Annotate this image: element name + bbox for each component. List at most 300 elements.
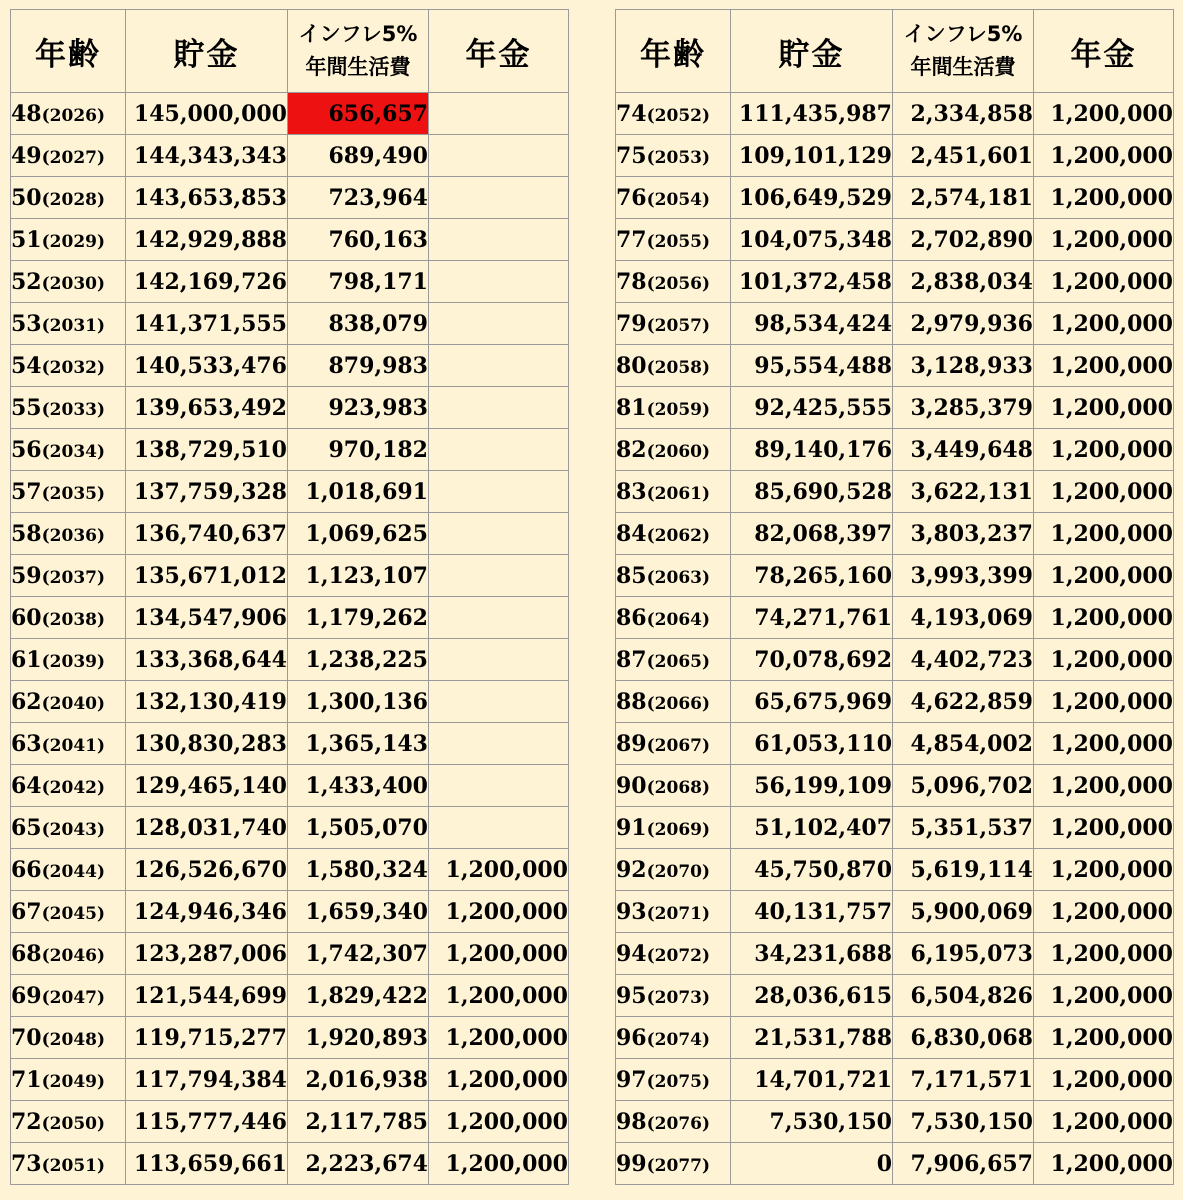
header-savings: 貯金 [126, 10, 288, 93]
table-row [11, 429, 569, 471]
savings-cell: 45,750,870 [731, 849, 893, 891]
table-row [616, 1017, 1174, 1059]
savings-cell: 95,554,488 [731, 345, 893, 387]
age-cell [11, 807, 126, 849]
table-row [616, 1101, 1174, 1143]
expense-cell: 4,402,723 [893, 639, 1034, 681]
age-cell [616, 513, 731, 555]
table-row [616, 555, 1174, 597]
savings-cell: 141,371,555 [126, 303, 288, 345]
savings-cell: 133,368,644 [126, 639, 288, 681]
savings-cell: 61,053,110 [731, 723, 893, 765]
age-cell [11, 723, 126, 765]
table-row [11, 1143, 569, 1185]
savings-cell: 142,169,726 [126, 261, 288, 303]
savings-cell: 14,701,721 [731, 1059, 893, 1101]
table-row [616, 639, 1174, 681]
table-row [11, 639, 569, 681]
pension-cell [429, 345, 569, 387]
age-value: 72 [11, 1108, 42, 1135]
pension-cell [429, 555, 569, 597]
expense-cell: 7,171,571 [893, 1059, 1034, 1101]
age-cell [11, 891, 126, 933]
age-value: 92 [616, 856, 647, 883]
table-row [616, 1143, 1174, 1185]
table-row [11, 387, 569, 429]
table-row [11, 807, 569, 849]
age-value: 73 [11, 1150, 42, 1177]
table-row [11, 681, 569, 723]
year-value: (2059) [646, 399, 711, 420]
savings-cell: 130,830,283 [126, 723, 288, 765]
table-row [616, 891, 1174, 933]
expense-cell: 7,906,657 [893, 1143, 1034, 1185]
savings-cell: 7,530,150 [731, 1101, 893, 1143]
pension-cell: 1,200,000 [429, 1143, 569, 1185]
table-row [11, 975, 569, 1017]
expense-cell: 1,365,143 [288, 723, 429, 765]
year-value: (2066) [646, 693, 711, 714]
expense-cell: 1,829,422 [288, 975, 429, 1017]
expense-cell: 6,830,068 [893, 1017, 1034, 1059]
expense-cell: 4,854,002 [893, 723, 1034, 765]
savings-cell: 40,131,757 [731, 891, 893, 933]
expense-cell: 1,123,107 [288, 555, 429, 597]
table-row [11, 513, 569, 555]
expense-cell: 3,622,131 [893, 471, 1034, 513]
expense-cell: 2,838,034 [893, 261, 1034, 303]
expense-cell: 3,285,379 [893, 387, 1034, 429]
table-row [616, 765, 1174, 807]
header-pension: 年金 [429, 10, 569, 93]
year-value: (2050) [41, 1113, 106, 1134]
pension-cell [429, 471, 569, 513]
pension-cell: 1,200,000 [1034, 177, 1174, 219]
age-cell [11, 597, 126, 639]
age-value: 65 [11, 814, 42, 841]
age-cell [11, 93, 126, 135]
savings-cell: 111,435,987 [731, 93, 893, 135]
year-value: (2055) [646, 231, 711, 252]
year-value: (2070) [646, 861, 711, 882]
age-cell [11, 975, 126, 1017]
year-value: (2068) [646, 777, 711, 798]
pension-cell: 1,200,000 [1034, 765, 1174, 807]
savings-cell: 123,287,006 [126, 933, 288, 975]
expense-cell: 2,451,601 [893, 135, 1034, 177]
age-cell [11, 387, 126, 429]
age-value: 94 [616, 940, 647, 967]
age-cell [616, 681, 731, 723]
expense-cell: 1,659,340 [288, 891, 429, 933]
header-row [11, 10, 569, 93]
savings-cell: 21,531,788 [731, 1017, 893, 1059]
table-row [11, 1101, 569, 1143]
savings-cell: 98,534,424 [731, 303, 893, 345]
expense-cell: 3,803,237 [893, 513, 1034, 555]
expense-cell: 1,238,225 [288, 639, 429, 681]
year-value: (2077) [646, 1155, 711, 1176]
table-row [11, 471, 569, 513]
year-value: (2044) [41, 861, 106, 882]
year-value: (2061) [646, 483, 711, 504]
age-value: 83 [616, 478, 647, 505]
savings-cell: 144,343,343 [126, 135, 288, 177]
savings-cell: 139,653,492 [126, 387, 288, 429]
table-row [11, 93, 569, 135]
pension-cell [429, 177, 569, 219]
expense-cell: 6,195,073 [893, 933, 1034, 975]
pension-cell: 1,200,000 [1034, 723, 1174, 765]
year-value: (2037) [41, 567, 106, 588]
pension-cell [429, 765, 569, 807]
age-value: 58 [11, 520, 42, 547]
age-cell [11, 471, 126, 513]
age-value: 74 [616, 100, 647, 127]
age-cell [11, 429, 126, 471]
table-row [11, 1059, 569, 1101]
age-value: 90 [616, 772, 647, 799]
pension-cell: 1,200,000 [1034, 513, 1174, 555]
pension-cell: 1,200,000 [1034, 261, 1174, 303]
age-value: 69 [11, 982, 42, 1009]
age-value: 49 [11, 142, 42, 169]
pension-cell: 1,200,000 [429, 891, 569, 933]
pension-cell: 1,200,000 [1034, 387, 1174, 429]
savings-cell: 82,068,397 [731, 513, 893, 555]
header-expense: インフレ5% 年間生活費 [893, 10, 1034, 93]
year-value: (2042) [41, 777, 106, 798]
age-value: 93 [616, 898, 647, 925]
year-value: (2049) [41, 1071, 106, 1092]
year-value: (2060) [646, 441, 711, 462]
year-value: (2040) [41, 693, 106, 714]
year-value: (2027) [41, 147, 106, 168]
year-value: (2076) [646, 1113, 711, 1134]
expense-cell: 1,300,136 [288, 681, 429, 723]
savings-cell: 117,794,384 [126, 1059, 288, 1101]
table-row [616, 513, 1174, 555]
table-row [616, 933, 1174, 975]
pension-cell [429, 303, 569, 345]
age-value: 50 [11, 184, 42, 211]
savings-cell: 115,777,446 [126, 1101, 288, 1143]
age-value: 71 [11, 1066, 42, 1093]
year-value: (2034) [41, 441, 106, 462]
age-cell [616, 639, 731, 681]
age-value: 55 [11, 394, 42, 421]
savings-cell: 113,659,661 [126, 1143, 288, 1185]
pension-cell: 1,200,000 [1034, 555, 1174, 597]
table-row [616, 387, 1174, 429]
expense-cell: 3,449,648 [893, 429, 1034, 471]
table-row [616, 135, 1174, 177]
age-cell [11, 1101, 126, 1143]
savings-cell: 138,729,510 [126, 429, 288, 471]
expense-cell: 3,993,399 [893, 555, 1034, 597]
table-row [11, 723, 569, 765]
table-row [616, 807, 1174, 849]
age-value: 84 [616, 520, 647, 547]
age-value: 82 [616, 436, 647, 463]
pension-cell: 1,200,000 [1034, 597, 1174, 639]
age-cell [616, 555, 731, 597]
pension-cell: 1,200,000 [1034, 1143, 1174, 1185]
pension-cell [429, 513, 569, 555]
age-cell [616, 765, 731, 807]
age-cell [616, 219, 731, 261]
header-expense: インフレ5% 年間生活費 [288, 10, 429, 93]
table-row [616, 345, 1174, 387]
year-value: (2057) [646, 315, 711, 336]
expense-cell: 5,619,114 [893, 849, 1034, 891]
year-value: (2056) [646, 273, 711, 294]
age-value: 98 [616, 1108, 647, 1135]
savings-cell: 70,078,692 [731, 639, 893, 681]
age-cell [616, 723, 731, 765]
savings-cell: 106,649,529 [731, 177, 893, 219]
table-row [616, 261, 1174, 303]
age-cell [616, 93, 731, 135]
expense-cell: 723,964 [288, 177, 429, 219]
age-value: 97 [616, 1066, 647, 1093]
age-cell [616, 177, 731, 219]
age-cell [11, 1017, 126, 1059]
savings-cell: 78,265,160 [731, 555, 893, 597]
expense-cell: 1,433,400 [288, 765, 429, 807]
table-row [11, 303, 569, 345]
year-value: (2072) [646, 945, 711, 966]
year-value: (2033) [41, 399, 106, 420]
table-row [11, 1017, 569, 1059]
expense-cell: 4,193,069 [893, 597, 1034, 639]
pension-cell [429, 93, 569, 135]
age-cell [616, 1101, 731, 1143]
age-value: 56 [11, 436, 42, 463]
pension-cell: 1,200,000 [1034, 219, 1174, 261]
year-value: (2062) [646, 525, 711, 546]
age-cell [616, 135, 731, 177]
savings-cell: 145,000,000 [126, 93, 288, 135]
savings-cell: 121,544,699 [126, 975, 288, 1017]
age-value: 70 [11, 1024, 42, 1051]
savings-cell: 134,547,906 [126, 597, 288, 639]
age-value: 67 [11, 898, 42, 925]
table-row [11, 345, 569, 387]
table-row [616, 1059, 1174, 1101]
age-cell [616, 429, 731, 471]
age-cell [11, 639, 126, 681]
expense-cell: 2,979,936 [893, 303, 1034, 345]
pension-cell: 1,200,000 [1034, 1017, 1174, 1059]
pension-cell: 1,200,000 [429, 849, 569, 891]
expense-cell: 1,920,893 [288, 1017, 429, 1059]
year-value: (2067) [646, 735, 711, 756]
expense-cell: 1,742,307 [288, 933, 429, 975]
year-value: (2052) [646, 105, 711, 126]
table-row [11, 177, 569, 219]
age-cell [616, 345, 731, 387]
age-value: 80 [616, 352, 647, 379]
pension-cell: 1,200,000 [1034, 681, 1174, 723]
age-cell [11, 555, 126, 597]
year-value: (2054) [646, 189, 711, 210]
table-row [11, 555, 569, 597]
savings-cell: 129,465,140 [126, 765, 288, 807]
pension-cell: 1,200,000 [1034, 429, 1174, 471]
age-value: 54 [11, 352, 42, 379]
left-table [10, 9, 569, 1185]
age-value: 48 [11, 100, 42, 127]
age-cell [11, 1143, 126, 1185]
year-value: (2064) [646, 609, 711, 630]
pension-cell [429, 219, 569, 261]
savings-cell: 89,140,176 [731, 429, 893, 471]
expense-cell: 2,117,785 [288, 1101, 429, 1143]
age-value: 77 [616, 226, 647, 253]
savings-cell: 119,715,277 [126, 1017, 288, 1059]
age-cell [11, 849, 126, 891]
year-value: (2051) [41, 1155, 106, 1176]
header-age: 年齢 [11, 10, 126, 93]
pension-cell: 1,200,000 [429, 1101, 569, 1143]
age-cell [11, 765, 126, 807]
table-row [616, 849, 1174, 891]
savings-cell: 124,946,346 [126, 891, 288, 933]
year-value: (2058) [646, 357, 711, 378]
age-value: 63 [11, 730, 42, 757]
age-value: 60 [11, 604, 42, 631]
expense-cell: 879,983 [288, 345, 429, 387]
age-cell [11, 219, 126, 261]
expense-cell: 923,983 [288, 387, 429, 429]
pension-cell [429, 261, 569, 303]
pension-cell: 1,200,000 [1034, 1059, 1174, 1101]
pension-cell [429, 387, 569, 429]
age-cell [616, 933, 731, 975]
header-pension: 年金 [1034, 10, 1174, 93]
table-row [616, 429, 1174, 471]
savings-cell: 51,102,407 [731, 807, 893, 849]
table-row [616, 219, 1174, 261]
table-row [11, 765, 569, 807]
year-value: (2038) [41, 609, 106, 630]
age-cell [616, 975, 731, 1017]
age-cell [11, 177, 126, 219]
expense-cell: 6,504,826 [893, 975, 1034, 1017]
age-value: 85 [616, 562, 647, 589]
pension-cell: 1,200,000 [1034, 1101, 1174, 1143]
left-table-body [11, 93, 569, 1185]
year-value: (2048) [41, 1029, 106, 1050]
savings-cell: 101,372,458 [731, 261, 893, 303]
year-value: (2032) [41, 357, 106, 378]
expense-cell: 760,163 [288, 219, 429, 261]
expense-cell: 798,171 [288, 261, 429, 303]
expense-cell: 1,069,625 [288, 513, 429, 555]
year-value: (2031) [41, 315, 106, 336]
age-value: 62 [11, 688, 42, 715]
pension-cell [429, 639, 569, 681]
age-value: 52 [11, 268, 42, 295]
year-value: (2039) [41, 651, 106, 672]
age-value: 57 [11, 478, 42, 505]
year-value: (2036) [41, 525, 106, 546]
table-row [616, 93, 1174, 135]
age-value: 79 [616, 310, 647, 337]
age-cell [11, 261, 126, 303]
expense-cell-highlighted: 656,657 [288, 93, 429, 135]
year-value: (2063) [646, 567, 711, 588]
age-cell [11, 681, 126, 723]
pension-cell: 1,200,000 [429, 1017, 569, 1059]
age-cell [616, 303, 731, 345]
table-row [11, 891, 569, 933]
expense-cell: 2,334,858 [893, 93, 1034, 135]
table-row [616, 303, 1174, 345]
savings-cell: 137,759,328 [126, 471, 288, 513]
year-value: (2030) [41, 273, 106, 294]
age-cell [616, 261, 731, 303]
age-cell [616, 1017, 731, 1059]
expense-cell: 2,574,181 [893, 177, 1034, 219]
pension-cell [429, 135, 569, 177]
age-cell [11, 303, 126, 345]
year-value: (2029) [41, 231, 106, 252]
pension-cell: 1,200,000 [429, 975, 569, 1017]
pension-cell: 1,200,000 [1034, 891, 1174, 933]
year-value: (2043) [41, 819, 106, 840]
year-value: (2047) [41, 987, 106, 1008]
age-value: 61 [11, 646, 42, 673]
age-value: 81 [616, 394, 647, 421]
expense-cell: 970,182 [288, 429, 429, 471]
table-row [11, 849, 569, 891]
right-table [615, 9, 1174, 1185]
age-cell [616, 597, 731, 639]
pension-cell: 1,200,000 [1034, 975, 1174, 1017]
age-value: 59 [11, 562, 42, 589]
year-value: (2041) [41, 735, 106, 756]
year-value: (2028) [41, 189, 106, 210]
expense-cell: 2,702,890 [893, 219, 1034, 261]
age-value: 95 [616, 982, 647, 1009]
age-cell [616, 387, 731, 429]
age-value: 64 [11, 772, 42, 799]
age-value: 51 [11, 226, 42, 253]
year-value: (2074) [646, 1029, 711, 1050]
right-table-body [616, 93, 1174, 1185]
year-value: (2046) [41, 945, 106, 966]
savings-cell: 135,671,012 [126, 555, 288, 597]
header-row [616, 10, 1174, 93]
pension-cell: 1,200,000 [1034, 303, 1174, 345]
table-row [11, 219, 569, 261]
expense-cell: 2,016,938 [288, 1059, 429, 1101]
expense-cell: 1,179,262 [288, 597, 429, 639]
year-value: (2071) [646, 903, 711, 924]
table-row [616, 681, 1174, 723]
expense-cell: 838,079 [288, 303, 429, 345]
expense-cell: 5,900,069 [893, 891, 1034, 933]
age-value: 89 [616, 730, 647, 757]
pension-cell: 1,200,000 [1034, 135, 1174, 177]
age-value: 99 [616, 1150, 647, 1177]
header-savings: 貯金 [731, 10, 893, 93]
age-value: 96 [616, 1024, 647, 1051]
year-value: (2026) [41, 105, 106, 126]
table-row [616, 597, 1174, 639]
